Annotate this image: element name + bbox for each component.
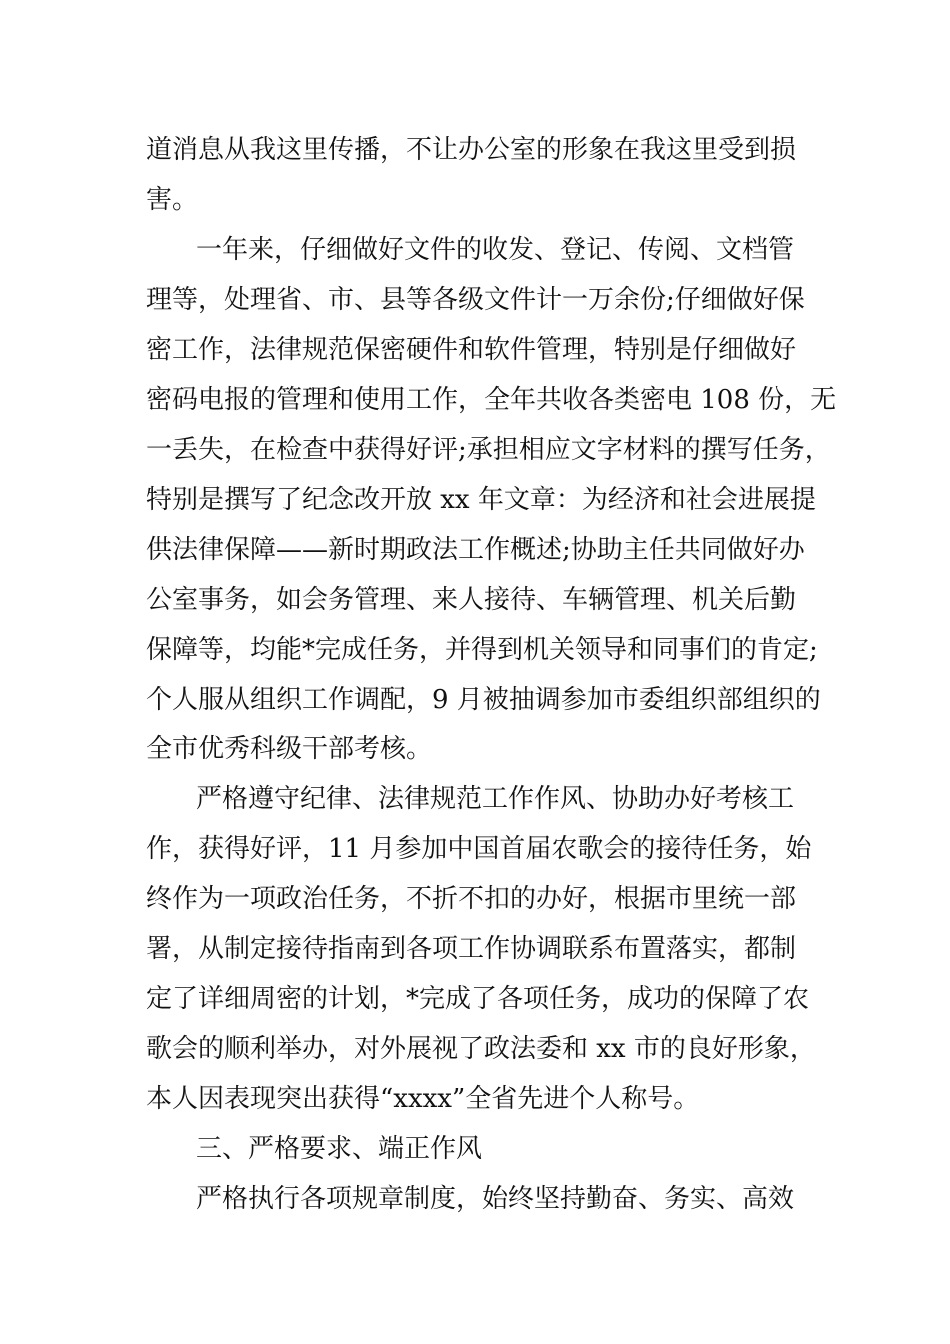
text-line: 密码电报的管理和使用工作，全年共收各类密电 108 份，无 [146,385,837,415]
text-line: 本人因表现突出获得“xxxx”全省先进个人称号。 [146,1084,700,1114]
text-line: 作，获得好评，11 月参加中国首届农歌会的接待任务，始 [146,834,812,864]
text-line: 终作为一项政治任务，不折不扣的办好，根据市里统一部 [146,884,797,914]
text-line: 全市优秀科级干部考核。 [146,734,433,764]
text-line: 供法律保障——新时期政法工作概述;协助主任共同做好办 [146,535,805,565]
text-line: 害。 [146,185,199,215]
text-line: 一年来，仔细做好文件的收发、登记、传阅、文档管 [196,235,795,265]
text-line: 道消息从我这里传播，不让办公室的形象在我这里受到损 [146,135,797,165]
text-line: 特别是撰写了纪念改开放 xx 年文章：为经济和社会进展提 [146,485,816,515]
text-line: 严格执行各项规章制度，始终坚持勤奋、务实、高效 [196,1184,795,1214]
text-line: 严格遵守纪律、法律规范工作作风、协助办好考核工 [196,784,795,814]
text-line: 歌会的顺利举办，对外展视了政法委和 xx 市的良好形象， [146,1034,816,1064]
text-line: 公室事务，如会务管理、来人接待、车辆管理、机关后勤 [146,585,797,615]
text-line: 署，从制定接待指南到各项工作协调联系布置落实，都制 [146,934,797,964]
text-line: 个人服从组织工作调配，9 月被抽调参加市委组织部组织的 [146,685,821,715]
text-line: 保障等，均能*完成任务，并得到机关领导和同事们的肯定; [146,635,818,665]
text-line: 密工作，法律规范保密硬件和软件管理，特别是仔细做好 [146,335,797,365]
text-line: 定了详细周密的计划，*完成了各项任务，成功的保障了农 [146,984,810,1014]
section-heading: 三、严格要求、端正作风 [196,1134,483,1164]
text-line: 理等，处理省、市、县等各级文件计一万余份;仔细做好保 [146,285,805,315]
text-line: 一丢失，在检查中获得好评;承担相应文字材料的撰写任务， [146,435,831,465]
